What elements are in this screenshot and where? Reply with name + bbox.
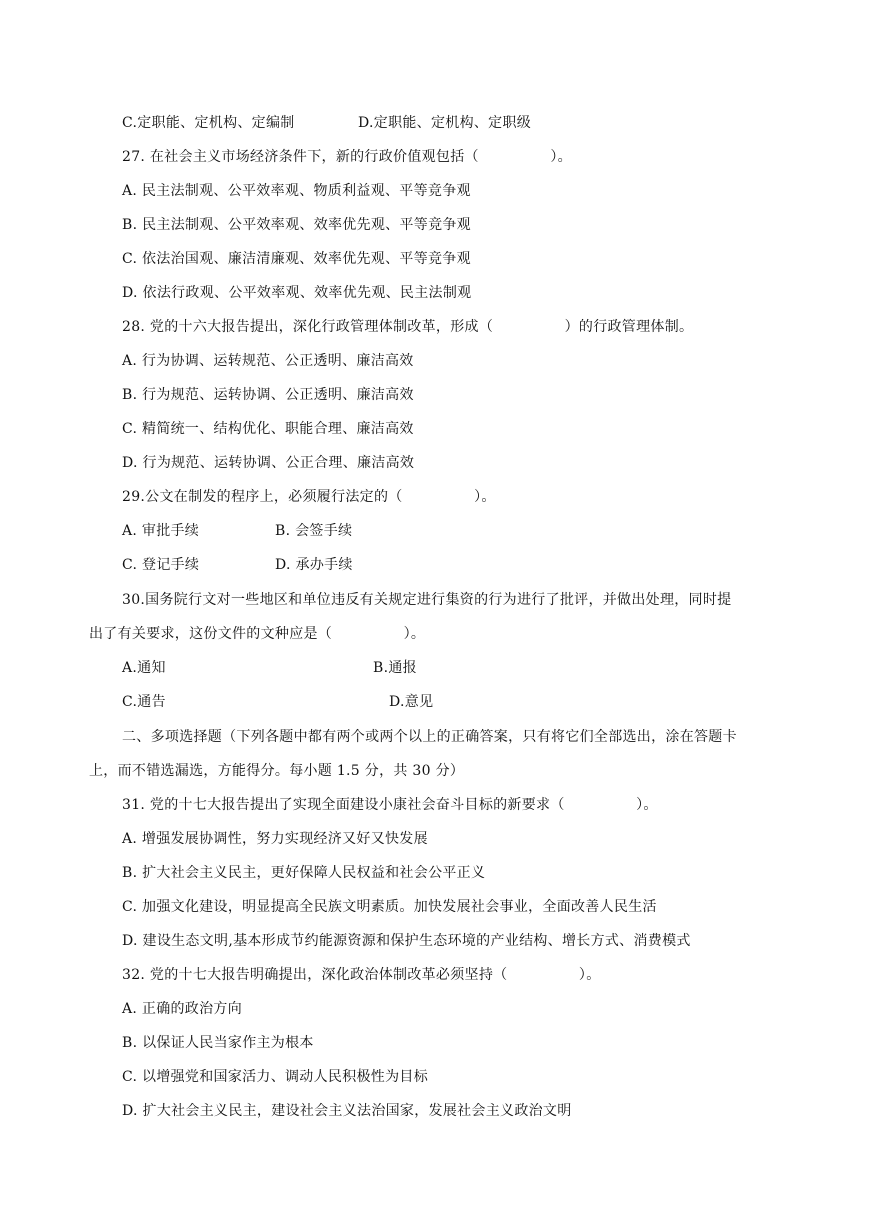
- option-d-q26: D.定职能、定机构、定职级: [358, 115, 532, 131]
- question-28: 28. 党的十六大报告提出，深化行政管理体制改革，形成（ ）的行政管理体制。: [122, 319, 694, 335]
- option-d-q27: D. 依法行政观、公平效率观、效率优先观、民主法制观: [122, 285, 472, 301]
- question-27: 27. 在社会主义市场经济条件下，新的行政价值观包括（ ）。: [122, 149, 572, 165]
- option-c-q31: C. 加强文化建设，明显提高全民族文明素质。加快发展社会事业，全面改善人民生活: [122, 899, 657, 915]
- option-a-q28: A. 行为协调、运转规范、公正透明、廉洁高效: [122, 353, 414, 369]
- question-30-line2: 出了有关要求，这份文件的文种应是（ ）。: [89, 626, 426, 642]
- option-d-q30: D.意见: [389, 694, 434, 710]
- question-31: 31. 党的十七大报告提出了实现全面建设小康社会奋斗目标的新要求（ ）。: [122, 797, 658, 813]
- question-30-line1: 30.国务院行文对一些地区和单位违反有关规定进行集资的行为进行了批评，并做出处理，同时提: [122, 592, 732, 608]
- question-29: 29.公文在制发的程序上，必须履行法定的（ ）。: [122, 489, 496, 505]
- option-c-q29: C. 登记手续: [122, 557, 200, 573]
- option-a-q32: A. 正确的政治方向: [122, 1001, 243, 1017]
- option-c-q27: C. 依法治国观、廉洁清廉观、效率优先观、平等竞争观: [122, 251, 471, 267]
- option-c-q28: C. 精简统一、结构优化、职能合理、廉洁高效: [122, 421, 414, 437]
- option-c-q30: C.通告: [122, 694, 166, 710]
- option-d-q32: D. 扩大社会主义民主，建设社会主义法治国家，发展社会主义政治文明: [122, 1103, 572, 1119]
- option-d-q28: D. 行为规范、运转协调、公正合理、廉洁高效: [122, 455, 415, 471]
- option-b-q29: B. 会签手续: [275, 523, 353, 539]
- option-a-q29: A. 审批手续: [122, 523, 200, 539]
- option-a-q31: A. 增强发展协调性，努力实现经济又好又快发展: [122, 831, 428, 847]
- option-a-q30: A.通知: [122, 660, 166, 676]
- option-b-q32: B. 以保证人民当家作主为根本: [122, 1035, 314, 1051]
- section-heading-line1: 二、多项选择题（下列各题中都有两个或两个以上的正确答案，只有将它们全部选出，涂在答题卡: [122, 729, 737, 745]
- option-d-q29: D. 承办手续: [275, 557, 353, 573]
- option-a-q27: A. 民主法制观、公平效率观、物质利益观、平等竞争观: [122, 183, 471, 199]
- option-c-q26: C.定职能、定机构、定编制: [122, 115, 295, 131]
- option-b-q27: B. 民主法制观、公平效率观、效率优先观、平等竞争观: [122, 217, 471, 233]
- option-b-q28: B. 行为规范、运转协调、公正透明、廉洁高效: [122, 387, 414, 403]
- question-32: 32. 党的十七大报告明确提出，深化政治体制改革必须坚持（ ）。: [122, 967, 601, 983]
- option-b-q31: B. 扩大社会主义民主，更好保障人民权益和社会公平正义: [122, 865, 486, 881]
- option-b-q30: B.通报: [373, 660, 417, 676]
- option-c-q32: C. 以增强党和国家活力、调动人民积极性为目标: [122, 1069, 429, 1085]
- option-d-q31: D. 建设生态文明,基本形成节约能源资源和保护生态环境的产业结构、增长方式、消费模式: [122, 933, 691, 949]
- section-heading-line2: 上，而不错选漏选，方能得分。每小题 1.5 分，共 30 分）: [89, 763, 465, 779]
